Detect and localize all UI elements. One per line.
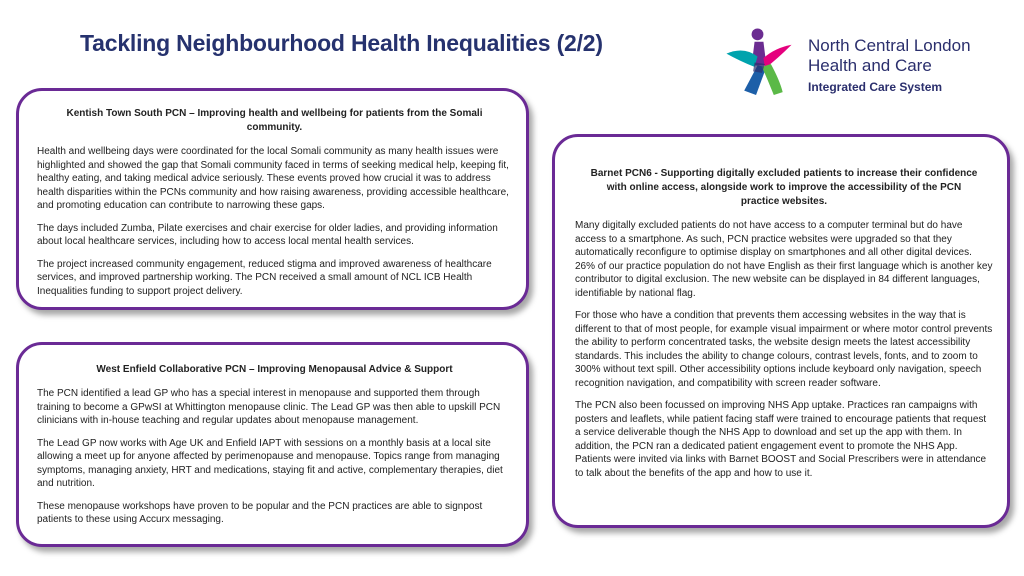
- card-paragraph: The PCN identified a lead GP who has a special interest in menopause and supported them through training to become a GPwSI at Whittington menopause clinic. The Lead GP was then able to upskill PCN clinicians with in-house teaching and regular updates about menopause management.: [37, 388, 501, 426]
- star-people-logo-icon: [720, 24, 798, 98]
- card-west-enfield: [16, 342, 529, 547]
- card-heading: West Enfield Collaborative PCN – Improving Menopausal Advice & Support: [96, 364, 453, 375]
- card-paragraph: For those who have a condition that prevents them accessing websites in the way that is different to that of most people, for example visual impairment or where motor control prevents the ability to perform concentrated tasks, the website design meets the latest accessibility standards. This includes the ability to change colours, contrast levels, fonts, and to zoom to 300% without text spill. Other accessibility options include keyboard only navigation, speech recognition navigation, and compatibility with screen reader software.: [575, 310, 993, 389]
- card-barnet-pcn6: [552, 134, 1010, 528]
- logo-line-2: Health and Care: [808, 56, 932, 75]
- card-paragraph: The project increased community engagement, reduced stigma and improved awareness of healthcare services, and improved partnership working. The PCN received a small amount of NCL ICB Health Inequalities funding to support project delivery.: [37, 258, 492, 297]
- card-paragraph: The days included Zumba, Pilate exercises and chair exercise for older ladies, and providing information about local healthcare services, including how to access local mental health services.: [37, 222, 498, 247]
- logo-line-1: North Central London: [808, 36, 971, 55]
- card-paragraph: Health and wellbeing days were coordinated for the local Somali community as many health issues were highlighted and showed the gap that Somali community faced in terms of seeking medical help, keeping fit, healthy eating, and taking medical advice seriously. These events proved how crucial it was to address health disparities within the PCNs community and how raising awareness, providing accessible healthcare, and promoting education can contribute to narrowing these gaps.: [37, 146, 509, 211]
- card-paragraph: The Lead GP now works with Age UK and Enfield IAPT with sessions on a monthly basis at a local site allowing a meet up for anyone affected by perimenopause and menopause. Topics range from managing symptoms, managing anxiety, HRT and medications, staying fit and active, complementary therapies, diet and nutrition.: [37, 437, 503, 489]
- ncl-logo: [720, 22, 1000, 102]
- logo-line-3: Integrated Care System: [808, 80, 943, 94]
- card-paragraph: Many digitally excluded patients do not have access to a computer terminal but do have access to a smartphone. As such, PCN practice websites were upgraded so that they automatically reconfigure to optimise display on smartphones and all other digital devices. 26% of our practice population do not have English as their first language which is another key contributor to digital exclusion. The new website can be displayed in 84 different languages, identifiable by national flag.: [575, 220, 993, 299]
- card-heading: Kentish Town South PCN – Improving health and wellbeing for patients from the Somali community.: [66, 108, 483, 133]
- card-kentish-town: [16, 88, 529, 310]
- logo-text: [808, 36, 971, 95]
- card-heading: Barnet PCN6 - Supporting digitally excluded patients to increase their confidence with online access, alongside work to improve the accessibility of the PCN practice websites.: [590, 168, 978, 207]
- card-paragraph: These menopause workshops have proven to be popular and the PCN practices are able to signpost patients to these using Accurx messaging.: [37, 500, 483, 525]
- page-title: Tackling Neighbourhood Health Inequalities (2/2): [80, 30, 603, 56]
- card-paragraph: The PCN also been focussed on improving NHS App uptake. Practices ran campaigns with posters and leaflets, while patient facing staff were trained to encourage patients that request a service deliverable though the NHS App to download and set up the app with them. In addition, the PCN ran a dedicated patient engagement event to promote the NHS App. Patients were invited via links with Barnet BOOST and Social Prescribers were in attendance to talk about the benefits of the app and how to use it.: [575, 400, 987, 479]
